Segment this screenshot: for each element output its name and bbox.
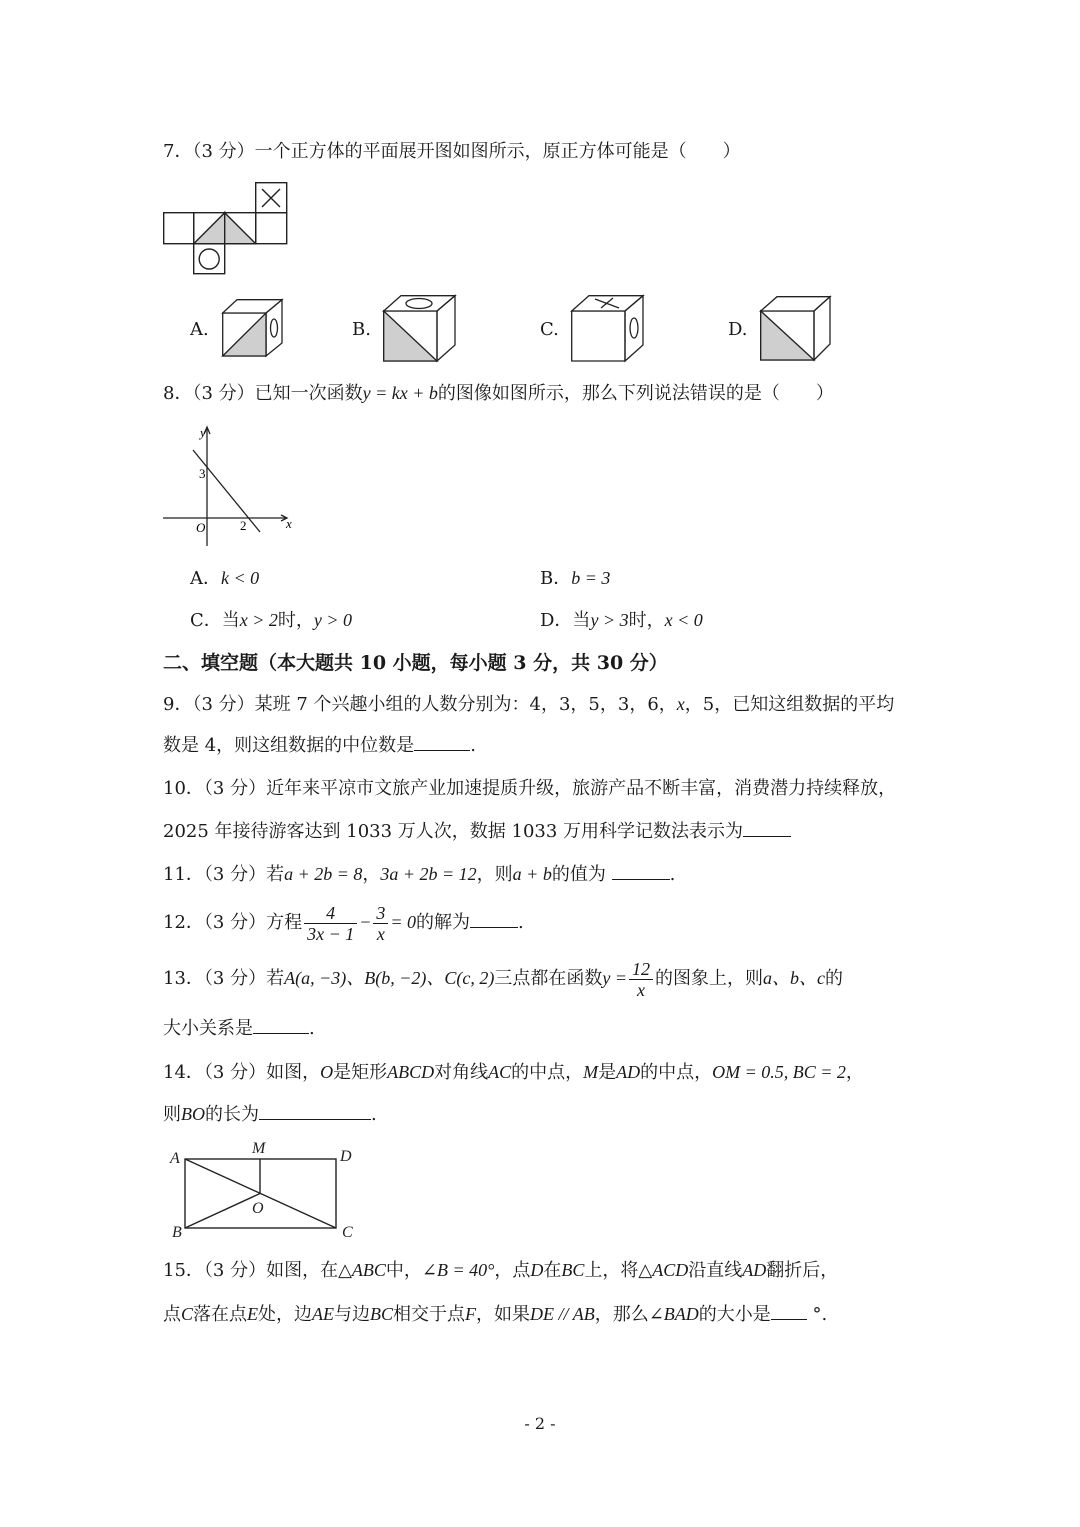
q9-line1-end: ，5，已知这组数据的平均: [684, 694, 895, 715]
q15-line2-g: ，那么: [594, 1304, 649, 1325]
q12-end: .: [518, 912, 524, 933]
option-7d-label: D.: [728, 319, 748, 340]
q12-frac2-den: x: [376, 923, 385, 944]
q14-t2: 对角线: [434, 1062, 489, 1083]
q11-prefix: 11．（3 分）若: [163, 864, 285, 885]
q8-suffix: 的图像如图所示，那么下列说法错误的是（ ）: [437, 383, 834, 404]
question-15-line-2: [163, 1302, 827, 1327]
question-12: [163, 900, 524, 945]
section-2-title: 二、填空题（本大题共 10 小题，每小题 3 分，共 30 分）: [163, 652, 668, 674]
question-14-line-1: [163, 1060, 864, 1085]
q14-cond: OM = 0.5, BC = 2: [712, 1062, 846, 1082]
q15-answer-blank[interactable]: [771, 1303, 807, 1320]
graph-x-label: x: [286, 516, 292, 531]
q13-end1: 的: [824, 968, 843, 989]
q14-t5: 的中点，: [640, 1062, 713, 1083]
option-8d-math2: x < 0: [664, 610, 703, 630]
cube-option-d-icon: [760, 296, 832, 361]
q12-frac2-num: 3: [373, 903, 388, 924]
q8-formula: y = kx + b: [362, 383, 438, 403]
question-13-line-1: [163, 956, 843, 1001]
q14-t6: ，: [845, 1062, 864, 1083]
q14-abcd: ABCD: [387, 1062, 435, 1082]
graph-x-intercept-label: 2: [240, 518, 247, 533]
graph-origin-label: O: [196, 520, 206, 535]
q12-frac1-num: 4: [304, 903, 357, 924]
q13-fraction: [629, 959, 653, 1000]
question-7-text: 7．（3 分）一个正方体的平面展开图如图所示，原正方体可能是（ ）: [163, 141, 741, 162]
q11-suffix: 的值为: [551, 864, 606, 885]
q15-c: C: [181, 1304, 194, 1324]
page-number: - 2 -: [524, 1414, 556, 1433]
q10-line2-text: 2025 年接待游客达到 1033 万人次，数据 1033 万用科学记数法表示为: [163, 821, 744, 842]
question-14-line-2: [163, 1102, 377, 1127]
q15-e: E: [247, 1304, 259, 1324]
q12-fraction-1: [304, 903, 357, 944]
q9-answer-blank[interactable]: [414, 734, 470, 751]
q15-line2-d: 与边: [334, 1304, 371, 1325]
option-7c-label: C.: [540, 319, 559, 340]
fig-label-o: O: [252, 1200, 264, 1217]
q13-frac-num: 12: [629, 959, 653, 980]
linear-function-graph: [160, 420, 300, 550]
q9-var: x: [676, 694, 685, 714]
option-8a: [190, 566, 259, 591]
q11-answer-blank[interactable]: [612, 863, 670, 880]
q11-sep: ，: [362, 864, 381, 885]
q15-ad: AD: [742, 1260, 767, 1280]
q9-line2-text: 数是 4，则这组数据的中位数是: [163, 735, 415, 756]
q14-line2-b: 的长为: [205, 1104, 259, 1125]
q14-ac: AC: [488, 1062, 512, 1082]
q12-answer-blank[interactable]: [470, 911, 518, 928]
q8-prefix: 8．（3 分）已知一次函数: [163, 383, 363, 404]
question-10-line-2: [163, 820, 791, 844]
q15-f: F: [465, 1304, 477, 1324]
fig-label-m: M: [252, 1140, 266, 1157]
option-8b-math: b = 3: [571, 568, 611, 588]
cube-option-b-icon: [383, 295, 457, 362]
cube-option-c-icon: [571, 295, 645, 362]
q15-line1-f: 沿直线: [688, 1260, 743, 1281]
q14-line2-a: 则: [163, 1104, 181, 1125]
q15-angle: ∠B = 40°: [421, 1260, 495, 1280]
graph-y-label: y: [200, 425, 206, 440]
q15-line2-f: ，如果: [476, 1304, 531, 1325]
question-11: [163, 862, 675, 887]
q12-prefix: 12．（3 分）方程: [163, 912, 303, 933]
option-8b-label: B．: [540, 568, 572, 589]
q15-line1-b: 中，: [385, 1260, 422, 1281]
q15-bad: ∠BAD: [648, 1304, 699, 1324]
q13-mid: 三点都在函数: [494, 968, 603, 989]
option-8c-label: C．当: [190, 610, 240, 631]
q15-tri2: △ACD: [638, 1260, 689, 1280]
q13-line2-text: 大小关系是: [163, 1018, 253, 1039]
q13-vars: a、b、c: [762, 968, 825, 988]
q9-line2-end: .: [470, 735, 476, 756]
fig-label-a: A: [170, 1150, 180, 1167]
q12-frac1-den: 3x − 1: [307, 923, 355, 944]
q15-ae: AE: [312, 1304, 335, 1324]
graph-y-intercept-label: 3: [199, 466, 206, 481]
fig-label-c: C: [342, 1224, 353, 1241]
q11-eq1: a + 2b = 8: [284, 864, 363, 884]
option-8b: [540, 566, 610, 591]
q13-prefix: 13．（3 分）若: [163, 968, 285, 989]
option-8d-mid: 时，: [628, 610, 665, 631]
option-8c: [190, 608, 352, 633]
q10-answer-blank[interactable]: [743, 820, 791, 837]
cube-net-figure: [163, 182, 289, 274]
q11-expr: a + b: [512, 864, 552, 884]
q15-line2-c: 处，边: [258, 1304, 313, 1325]
q11-mid: ，则: [476, 864, 513, 885]
q11-end: .: [669, 864, 676, 885]
option-7b-label: B.: [352, 319, 371, 340]
q12-minus: −: [359, 912, 372, 932]
option-8c-math1: x > 2: [239, 610, 278, 630]
option-8d-label: D．当: [540, 610, 591, 631]
q13-frac-den: x: [636, 979, 645, 1000]
q14-t3: 的中点，: [511, 1062, 584, 1083]
option-8c-math2: y > 0: [313, 610, 353, 630]
q14-line2-end: .: [371, 1104, 377, 1125]
q14-m: M: [583, 1062, 599, 1082]
cube-option-a-icon: [222, 299, 284, 357]
q15-line2-e: 相交于点: [393, 1304, 466, 1325]
q11-eq2: 3a + 2b = 12: [380, 864, 477, 884]
option-8d: [540, 608, 703, 633]
q12-eq: = 0: [390, 912, 417, 932]
q12-fraction-2: [373, 903, 388, 944]
q15-d: D: [530, 1260, 544, 1280]
q15-line1-c: ，点: [494, 1260, 531, 1281]
q15-line1-a: 15．（3 分）如图，在: [163, 1260, 339, 1281]
q15-line1-e: 上，将: [584, 1260, 639, 1281]
q14-t4: 是: [598, 1062, 617, 1083]
fig-label-b: B: [172, 1224, 182, 1241]
question-8-text: [163, 381, 834, 406]
q14-ad: AD: [616, 1062, 641, 1082]
q15-line1-g: 翻折后，: [766, 1260, 839, 1281]
question-10-line-1: 10．（3 分）近年来平凉市文旅产业加速提质升级，旅游产品不断丰富，消费潜力持续释放，: [163, 778, 897, 799]
option-8a-label: A．: [190, 568, 221, 589]
option-7a-label: A.: [190, 319, 209, 340]
q15-line1-d: 在: [543, 1260, 562, 1281]
q13-line2-end: .: [309, 1018, 315, 1039]
q15-line2-b: 落在点: [193, 1304, 248, 1325]
question-15-line-1: [163, 1258, 838, 1283]
q12-suffix: 的解为: [416, 912, 471, 933]
option-8d-math1: y > 3: [590, 610, 629, 630]
q13-suffix: 的图象上，则: [654, 968, 763, 989]
q13-answer-blank[interactable]: [253, 1017, 309, 1034]
q15-par: DE // AB: [530, 1304, 595, 1324]
question-9-line-1: [163, 692, 894, 717]
q14-t1: 是矩形: [333, 1062, 388, 1083]
option-8a-math: k < 0: [221, 568, 260, 588]
q15-line2-a: 点: [163, 1304, 181, 1325]
fig-label-d: D: [340, 1148, 352, 1165]
q14-o: O: [320, 1062, 334, 1082]
q15-bc: BC: [561, 1260, 585, 1280]
q14-bo: BO: [181, 1104, 205, 1124]
q15-tri: △ABC: [338, 1260, 386, 1280]
question-13-line-2: [163, 1017, 315, 1041]
rectangle-abcd-figure: [168, 1135, 368, 1245]
q15-line2-h: 的大小是: [698, 1304, 771, 1325]
q15-line2-end: °.: [812, 1304, 828, 1325]
q13-points: A(a, −3)、B(b, −2)、C(c, 2): [284, 968, 495, 988]
q14-prefix: 14．（3 分）如图，: [163, 1062, 321, 1083]
option-8c-mid: 时，: [277, 610, 314, 631]
q9-line1-text: 9．（3 分）某班 7 个兴趣小组的人数分别为：4，3，5，3，6，: [163, 694, 677, 715]
q15-bc2: BC: [370, 1304, 394, 1324]
q13-func-lhs: y =: [602, 968, 627, 988]
q14-answer-blank[interactable]: [259, 1103, 371, 1120]
question-9-line-2: [163, 734, 476, 758]
